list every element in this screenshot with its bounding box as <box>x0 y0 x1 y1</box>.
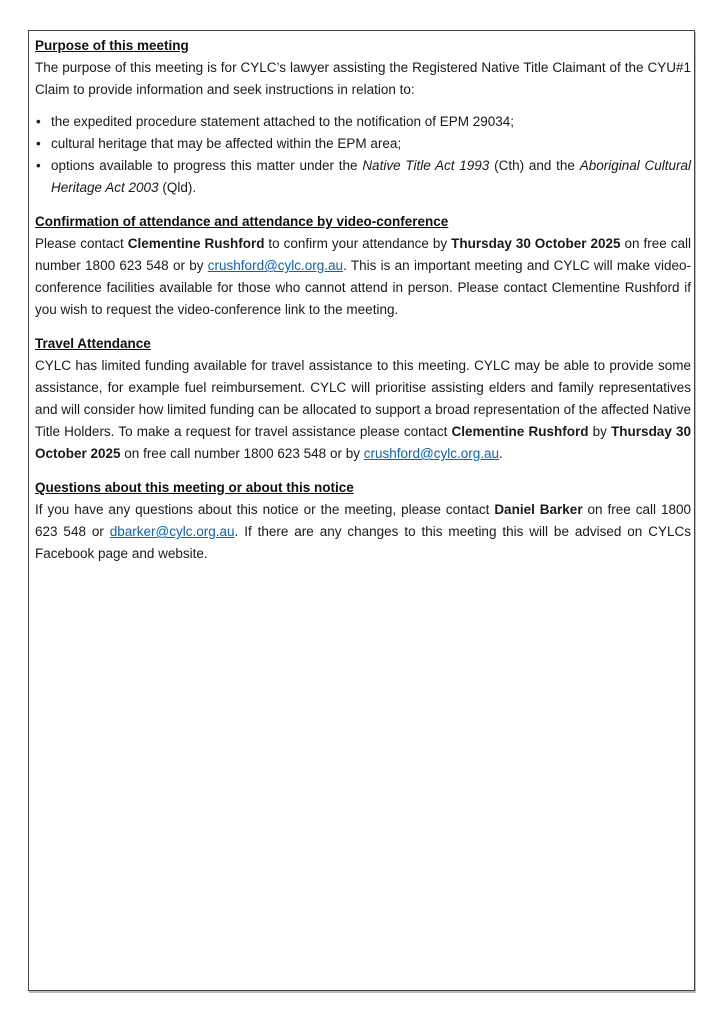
text-run: Thursday 30 October 2025 <box>451 236 621 251</box>
paragraph <box>35 233 691 321</box>
document-section <box>35 333 691 465</box>
section-heading: Questions about this meeting or about this notice <box>35 480 354 495</box>
section-heading: Confirmation of attendance and attendance by video-conference <box>35 214 449 229</box>
text-run: Please contact <box>35 236 128 251</box>
text-run: by <box>588 424 612 439</box>
text-run: Native Title Act 1993 <box>362 158 490 173</box>
text-run: CYLC has limited funding available for travel assistance to this meeting. CYLC may be able to provide some assistance, for example fuel reimbursement. CYLC will prioritise assisting elders and family representatives and will consider how limited funding can be allocated to support a broad representation of the affected Native Title Holders. To make a request for travel assistance please contact <box>35 358 691 439</box>
text-run: on free call number 1800 623 548 or by <box>120 446 364 461</box>
paragraph <box>35 355 691 465</box>
text-run: (Cth) and the <box>489 158 580 173</box>
document-body <box>35 35 691 565</box>
text-run: The purpose of this meeting is for CYLC’s lawyer assisting the Registered Native Title Claimant of the CYU#1 Claim to provide information and seek instructions in relation to: <box>35 60 691 97</box>
bullet-list <box>35 111 691 199</box>
email-link[interactable]: dbarker@cylc.org.au <box>109 524 235 539</box>
text-run: . If there are any changes to this meeting this will be advised on CYLCs Facebook page and website. <box>35 524 691 561</box>
text-run: Clementine Rushford <box>127 236 265 251</box>
section-heading: Purpose of this meeting <box>35 38 189 53</box>
text-run: options available to progress this matter under the <box>51 158 363 173</box>
text-run: Aboriginal Cultural Heritage Act 2003 <box>51 158 692 195</box>
text-run: on free call 1800 623 548 or <box>35 502 692 539</box>
text-run: Clementine Rushford <box>451 424 589 439</box>
email-link[interactable]: crushford@cylc.org.au <box>363 446 499 461</box>
text-run: Thursday 30 October 2025 <box>35 424 692 461</box>
document-section <box>35 477 691 565</box>
text-run: Daniel Barker <box>494 502 583 517</box>
text-run: cultural heritage that may be affected within the EPM area; <box>51 136 402 151</box>
bullet-item <box>35 111 691 133</box>
text-run: on free call number 1800 623 548 or by <box>35 236 691 273</box>
paragraph <box>35 499 691 565</box>
page-border-box <box>28 30 695 991</box>
text-run: (Qld). <box>158 180 197 195</box>
document-section <box>35 211 691 321</box>
text-run: to confirm your attendance by <box>264 236 452 251</box>
text-run: . <box>498 446 503 461</box>
bullet-item <box>35 155 691 199</box>
text-run: If you have any questions about this notice or the meeting, please contact <box>35 502 495 517</box>
paragraph <box>35 57 691 101</box>
section-heading: Travel Attendance <box>35 336 151 351</box>
document-section <box>35 35 691 199</box>
email-link[interactable]: crushford@cylc.org.au <box>207 258 344 273</box>
text-run: . This is an important meeting and CYLC will make video-conference facilities available for those who cannot attend in person. Please contact Clementine Rushford if you wish to request the video-conference link to the meeting. <box>35 258 691 317</box>
bullet-item <box>35 133 691 155</box>
text-run: the expedited procedure statement attached to the notification of EPM 29034; <box>51 114 515 129</box>
